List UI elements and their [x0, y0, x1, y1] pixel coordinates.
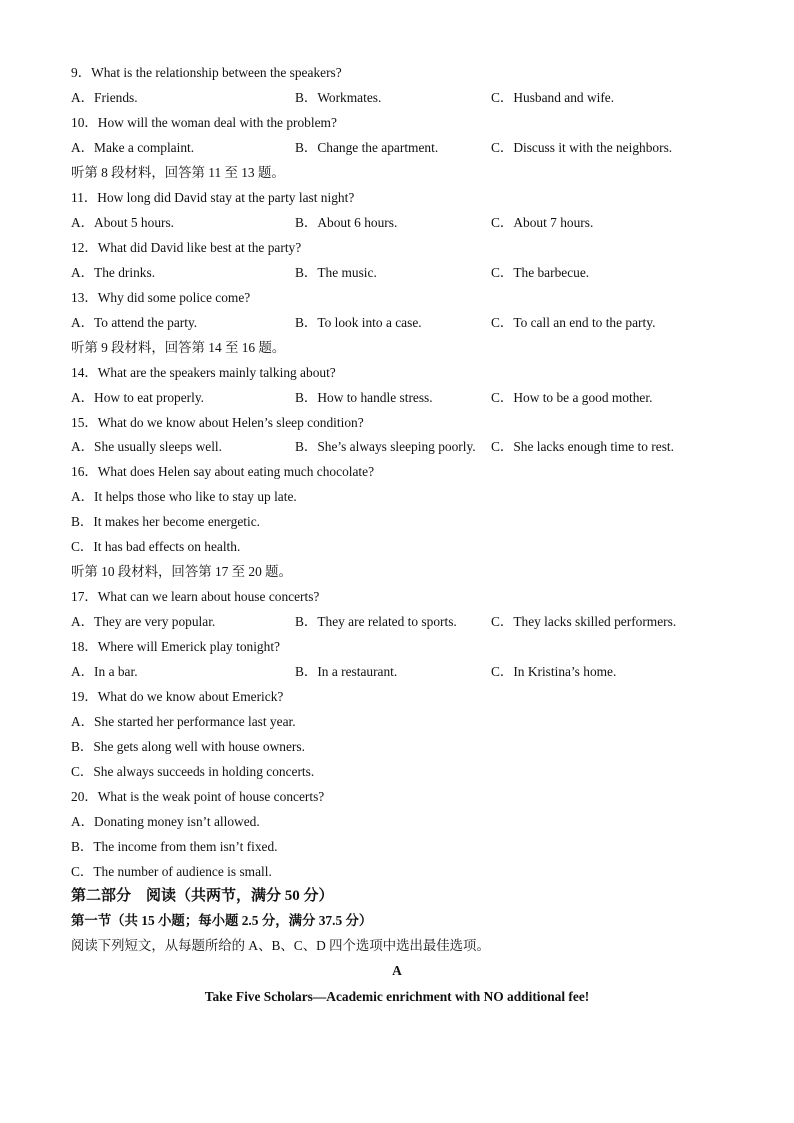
option-b: B．The music.: [295, 265, 377, 280]
question-18: 18．Where will Emerick play tonight?: [71, 639, 280, 654]
option-c: C．They lacks skilled performers.: [491, 614, 677, 629]
option-c: C．She lacks enough time to rest.: [491, 439, 674, 454]
instruction-material-9: 听第 9 段材料，回答第 14 至 16 题。: [71, 340, 286, 355]
option-a: A．In a bar.: [71, 664, 138, 679]
question-19-option-c: C．She always succeeds in holding concerts.: [71, 764, 315, 779]
option-c: C．How to be a good mother.: [491, 390, 653, 405]
question-11-options: [71, 213, 754, 233]
part-2-heading: 第二部分 阅读（共两节，满分 50 分）: [71, 888, 334, 904]
question-12-options: [71, 263, 754, 283]
option-a: A．To attend the party.: [71, 315, 198, 330]
question-19-option-b: B．She gets along well with house owners.: [71, 739, 305, 754]
question-20-option-c: C．The number of audience is small.: [71, 864, 272, 879]
question-14: 14．What are the speakers mainly talking about?: [71, 365, 336, 380]
question-16-option-a: A．It helps those who like to stay up late.: [71, 489, 297, 504]
instruction-material-10: 听第 10 段材料，回答第 17 至 20 题。: [71, 564, 292, 579]
option-a: A．Make a complaint.: [71, 140, 195, 155]
question-15-options: [71, 437, 754, 457]
passage-letter: A: [392, 963, 402, 978]
question-10-options: [71, 138, 754, 158]
option-a: A．Friends.: [71, 90, 138, 105]
question-20: 20．What is the weak point of house concerts?: [71, 789, 325, 804]
option-b: B．How to handle stress.: [295, 390, 433, 405]
question-13: 13．Why did some police come?: [71, 290, 251, 305]
question-20-option-b: B．The income from them isn’t fixed.: [71, 839, 278, 854]
question-16-option-c: C．It has bad effects on health.: [71, 539, 241, 554]
option-a: A．She usually sleeps well.: [71, 439, 222, 454]
option-b: B．About 6 hours.: [295, 215, 398, 230]
reading-instruction: 阅读下列短文，从每题所给的 A、B、C、D 四个选项中选出最佳选项。: [71, 938, 490, 953]
question-18-options: [71, 662, 754, 682]
question-19: 19．What do we know about Emerick?: [71, 689, 284, 704]
option-b: B．She’s always sleeping poorly.: [295, 439, 476, 454]
option-b: B．Change the apartment.: [295, 140, 439, 155]
option-a: A．They are very popular.: [71, 614, 216, 629]
section-1-heading: 第一节（共 15 小题；每小题 2.5 分，满分 37.5 分）: [71, 913, 373, 928]
question-12: 12．What did David like best at the party?: [71, 240, 302, 255]
question-20-option-a: A．Donating money isn’t allowed.: [71, 814, 260, 829]
option-b: B．They are related to sports.: [295, 614, 457, 629]
question-17: 17．What can we learn about house concerts?: [71, 589, 320, 604]
question-15: 15．What do we know about Helen’s sleep condition?: [71, 415, 364, 430]
option-c: C．Husband and wife.: [491, 90, 615, 105]
passage-title: Take Five Scholars—Academic enrichment with NO additional fee!: [204, 989, 590, 1004]
option-a: A．About 5 hours.: [71, 215, 175, 230]
option-c: C．In Kristina’s home.: [491, 664, 617, 679]
question-9-options: [71, 88, 754, 108]
question-9: 9．What is the relationship between the speakers?: [71, 65, 342, 80]
question-16-option-b: B．It makes her become energetic.: [71, 514, 261, 529]
question-14-options: [71, 388, 754, 408]
question-19-option-a: A．She started her performance last year.: [71, 714, 296, 729]
option-c: C．About 7 hours.: [491, 215, 594, 230]
option-b: B．In a restaurant.: [295, 664, 398, 679]
option-c: C．To call an end to the party.: [491, 315, 656, 330]
option-a: A．The drinks.: [71, 265, 156, 280]
option-b: B．Workmates.: [295, 90, 382, 105]
option-c: C．Discuss it with the neighbors.: [491, 140, 673, 155]
question-13-options: [71, 313, 754, 333]
question-10: 10．How will the woman deal with the problem?: [71, 115, 337, 130]
option-b: B．To look into a case.: [295, 315, 422, 330]
question-17-options: [71, 612, 754, 632]
option-c: C．The barbecue.: [491, 265, 590, 280]
question-16: 16．What does Helen say about eating much chocolate?: [71, 464, 375, 479]
question-11: 11．How long did David stay at the party last night?: [71, 190, 355, 205]
option-a: A．How to eat properly.: [71, 390, 205, 405]
instruction-material-8: 听第 8 段材料，回答第 11 至 13 题。: [71, 165, 285, 180]
